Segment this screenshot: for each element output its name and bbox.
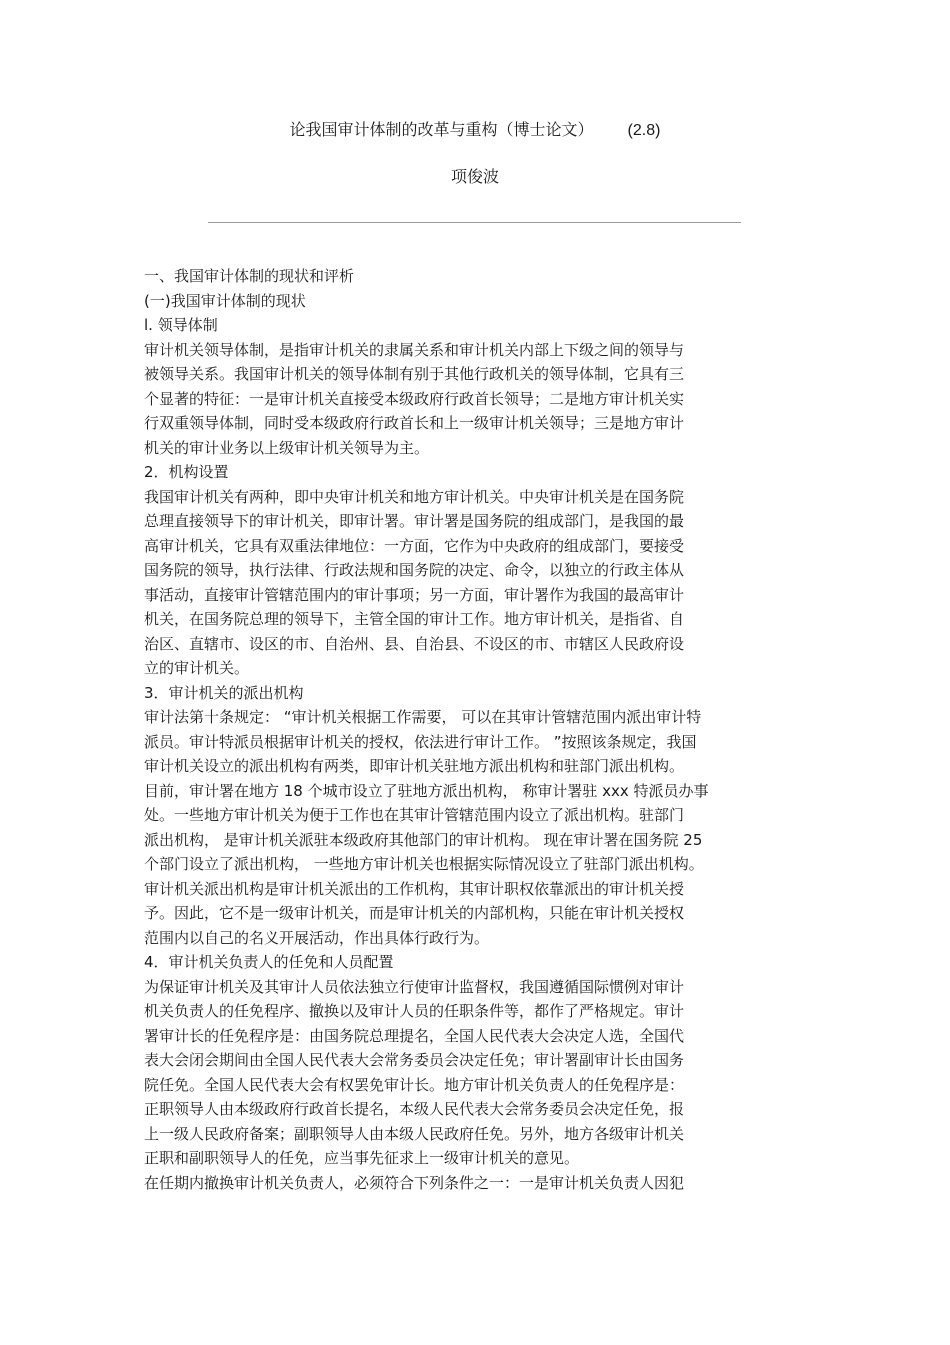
text-line: 派出机构， 是审计机关派驻本级政府其他部门的审计机构。 现在审计署在国务院 25	[144, 830, 703, 849]
title-text: 论我国审计体制的改革与重构（博士论文）	[289, 120, 594, 139]
text-line: 正职领导人由本级政府行政首长提名，本级人民代表大会常务委员会决定任免，报	[144, 1100, 685, 1118]
text-line: 署审计长的任免程序是：由国务院总理提名，全国人民代表大会决定人选，全国代	[144, 1026, 685, 1045]
text-line: 3．审计机关的派出机构	[144, 683, 304, 702]
text-line: 审计机关派出机构是审计机关派出的工作机构，其审计职权依靠派出的审计机关授	[144, 879, 685, 898]
text-line: 在任期内撤换审计机关负责人，必须符合下列条件之一：一是审计机关负责人因犯	[144, 1173, 685, 1192]
text-line: 派员。审计特派员根据审计机关的授权，依法进行审计工作。 ”按照该条规定，我国	[144, 732, 697, 751]
text-line: 高审计机关，它具有双重法律地位：一方面，它作为中央政府的组成部门，要接受	[144, 536, 685, 555]
text-line: 院任免。全国人民代表大会有权罢免审计长。地方审计机关负责人的任免程序是：	[144, 1075, 685, 1094]
text-line: 审计机关设立的派出机构有两类，即审计机关驻地方派出机构和驻部门派出机构。	[144, 757, 685, 775]
text-line: 表大会闭会期间由全国人民代表大会常务委员会决定任免；审计署副审计长由国务	[144, 1051, 685, 1069]
text-line: 个显著的特征：一是审计机关直接受本级政府行政首长领导；二是地方审计机关实	[144, 389, 685, 408]
text-line: (一)我国审计体制的现状	[144, 291, 306, 310]
text-line: 予。因此，它不是一级审计机关，而是审计机关的内部机构，只能在审计机关授权	[144, 904, 685, 922]
text-line: 2．机构设置	[144, 463, 229, 481]
text-line: 国务院的领导，执行法律、行政法规和国务院的决定、命令，以独立的行政主体从	[144, 561, 685, 579]
author-name: 项俊波	[450, 167, 499, 186]
text-line: 审计机关领导体制，是指审计机关的隶属关系和审计机关内部上下级之间的领导与	[144, 340, 685, 359]
title-date: (2.8)	[627, 122, 661, 139]
text-line: 事活动，直接审计管辖范围内的审计事项；另一方面，审计署作为我国的最高审计	[144, 585, 685, 604]
text-line: 我国审计机关有两种，即中央审计机关和地方审计机关。中央审计机关是在国务院	[144, 487, 685, 506]
text-line: 机关，在国务院总理的领导下，主管全国的审计工作。地方审计机关，是指省、自	[144, 610, 685, 628]
text-line: 总理直接领导下的审计机关，即审计署。审计署是国务院的组成部门，是我国的最	[144, 512, 685, 530]
text-line: 机关负责人的任免程序、撤换以及审计人员的任职条件等，都作了严格规定。审计	[144, 1002, 685, 1020]
text-line: 处。一些地方审计机关为便于工作也在其审计管辖范围内设立了派出机构。驻部门	[144, 806, 685, 824]
title-divider	[208, 222, 741, 223]
text-line: 目前，审计署在地方 18 个城市设立了驻地方派出机构， 称审计署驻 xxx 特派员办事	[144, 781, 709, 800]
text-line: 上一级人民政府备案；副职领导人由本级人民政府任免。另外，地方各级审计机关	[144, 1124, 685, 1143]
text-line: 一、我国审计体制的现状和评析	[144, 267, 355, 285]
text-line: 行双重领导体制，同时受本级政府行政首长和上一级审计机关领导；三是地方审计	[144, 414, 685, 432]
text-line: 治区、直辖市、设区的市、自治州、县、自治县、不设区的市、市辖区人民政府设	[144, 634, 685, 653]
text-line: 范围内以自己的名义开展活动，作出具体行政行为。	[144, 928, 490, 947]
text-line: 被领导关系。我国审计机关的领导体制有别于其他行政机关的领导体制，它具有三	[144, 365, 685, 383]
text-line: 个部门设立了派出机构， 一些地方审计机关也根据实际情况设立了驻部门派出机构。	[144, 855, 704, 873]
text-line: 为保证审计机关及其审计人员依法独立行使审计监督权，我国遵循国际惯例对审计	[144, 977, 685, 996]
text-line: l. 领导体制	[144, 316, 218, 334]
text-line: 审计法第十条规定： “审计机关根据工作需要， 可以在其审计管辖范围内派出审计特	[144, 708, 702, 726]
paper-title	[0, 119, 950, 142]
body-text	[144, 264, 814, 1195]
text-line: 立的审计机关。	[144, 659, 250, 677]
text-line: 机关的审计业务以上级审计机关领导为主。	[144, 438, 430, 457]
text-line: 正职和副职领导人的任免，应当事先征求上一级审计机关的意见。	[144, 1149, 580, 1167]
text-line: 4．审计机关负责人的任免和人员配置	[144, 953, 394, 971]
